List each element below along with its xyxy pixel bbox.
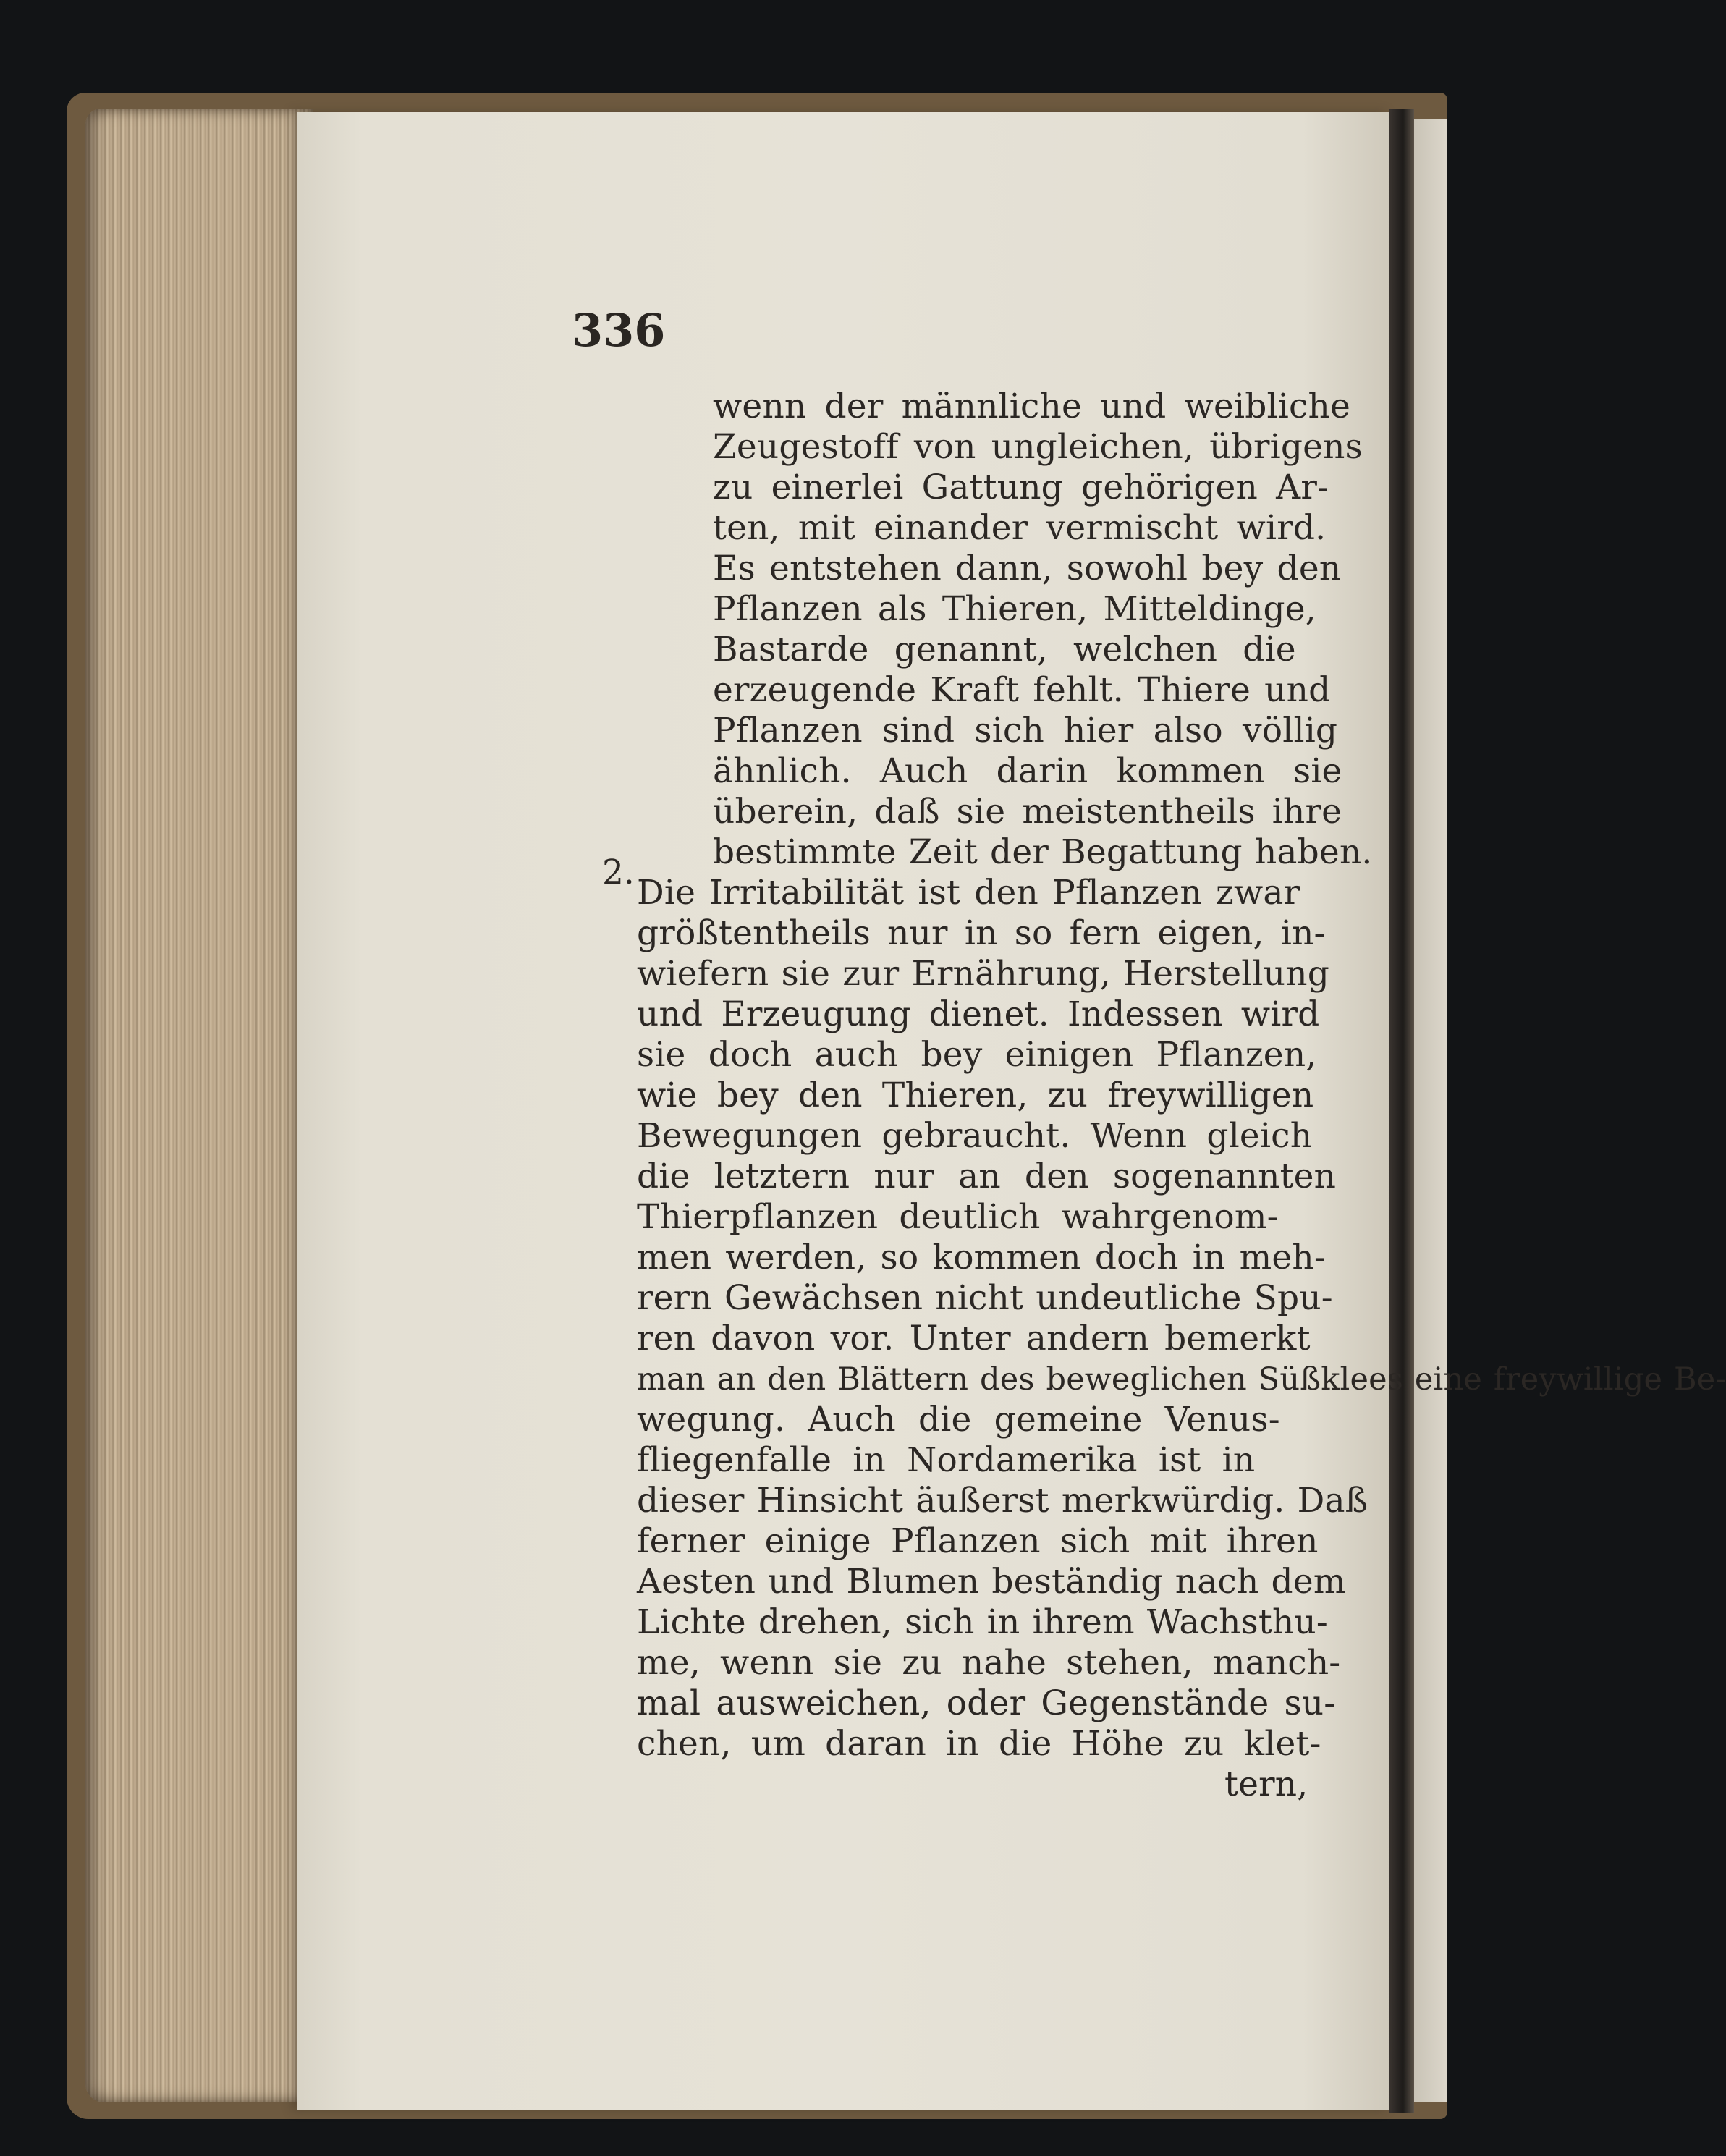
- text-line: Pflanzen sind sich hier also völlig: [713, 711, 1338, 751]
- text-line: größtentheils nur in so fern eigen, in-: [637, 913, 1326, 953]
- text-line: fliegenfalle in Nordamerika ist in: [637, 1440, 1256, 1480]
- text-line: wegung. Auch die gemeine Venus-: [637, 1400, 1280, 1440]
- page-number: 336: [572, 304, 666, 357]
- text-line: rern Gewächsen nicht undeutliche Spu-: [637, 1278, 1333, 1318]
- text-line: und Erzeugung dienet. Indessen wird: [637, 994, 1320, 1034]
- text-line: Die Irritabilität ist den Pflanzen zwar: [637, 873, 1300, 913]
- text-line: Bewegungen gebraucht. Wenn gleich: [637, 1116, 1313, 1156]
- text-line: zu einerlei Gattung gehörigen Ar-: [713, 468, 1329, 507]
- text-line: Pflanzen als Thieren, Mitteldinge,: [713, 589, 1316, 629]
- text-line: ähnlich. Auch darin kommen sie: [713, 751, 1342, 791]
- text-line: Lichte drehen, sich in ihrem Wachsthu-: [637, 1602, 1328, 1642]
- text-line: Aesten und Blumen beständig nach dem: [637, 1562, 1346, 1602]
- facing-page-edge: [1414, 119, 1447, 2102]
- text-line: mal ausweichen, oder Gegenstände su-: [637, 1683, 1336, 1723]
- text-line: me, wenn sie zu nahe stehen, manch-: [637, 1643, 1341, 1683]
- page-edges: [85, 109, 313, 2102]
- text-line: dieser Hinsicht äußerst merkwürdig. Daß: [637, 1481, 1368, 1521]
- text-line: Es entstehen dann, sowohl bey den: [713, 549, 1342, 588]
- text-line: die letztern nur an den sogenannten: [637, 1157, 1337, 1196]
- text-line: Bastarde genannt, welchen die: [713, 630, 1296, 669]
- text-line: überein, daß sie meistentheils ihre: [713, 792, 1342, 832]
- text-line: wiefern sie zur Ernährung, Herstellung: [637, 954, 1329, 994]
- text-line: man an den Blättern des beweglichen Süßklees eine freywillige Be-: [637, 1361, 1726, 1398]
- text-line: wie bey den Thieren, zu freywilligen: [637, 1075, 1314, 1115]
- text-line: erzeugende Kraft fehlt. Thiere und: [713, 670, 1331, 710]
- text-line: Zeugestoff von ungleichen, übrigens: [713, 427, 1363, 467]
- text-line: ten, mit einander vermischt wird.: [713, 508, 1327, 548]
- text-line: wenn der männliche und weibliche: [713, 386, 1350, 426]
- text-line: chen, um daran in die Höhe zu klet-: [637, 1724, 1321, 1764]
- text-line: Thierpflanzen deutlich wahrgenom-: [637, 1197, 1279, 1237]
- text-line: tern,: [1224, 1764, 1308, 1804]
- text-line: ferner einige Pflanzen sich mit ihren: [637, 1521, 1319, 1561]
- book-gutter: [1389, 109, 1414, 2113]
- text-line: ren davon vor. Unter andern bemerkt: [637, 1319, 1311, 1358]
- text-line: sie doch auch bey einigen Pflanzen,: [637, 1035, 1317, 1075]
- list-number: 2.: [602, 853, 635, 892]
- text-line: men werden, so kommen doch in meh-: [637, 1238, 1326, 1277]
- text-line: bestimmte Zeit der Begattung haben.: [713, 832, 1373, 872]
